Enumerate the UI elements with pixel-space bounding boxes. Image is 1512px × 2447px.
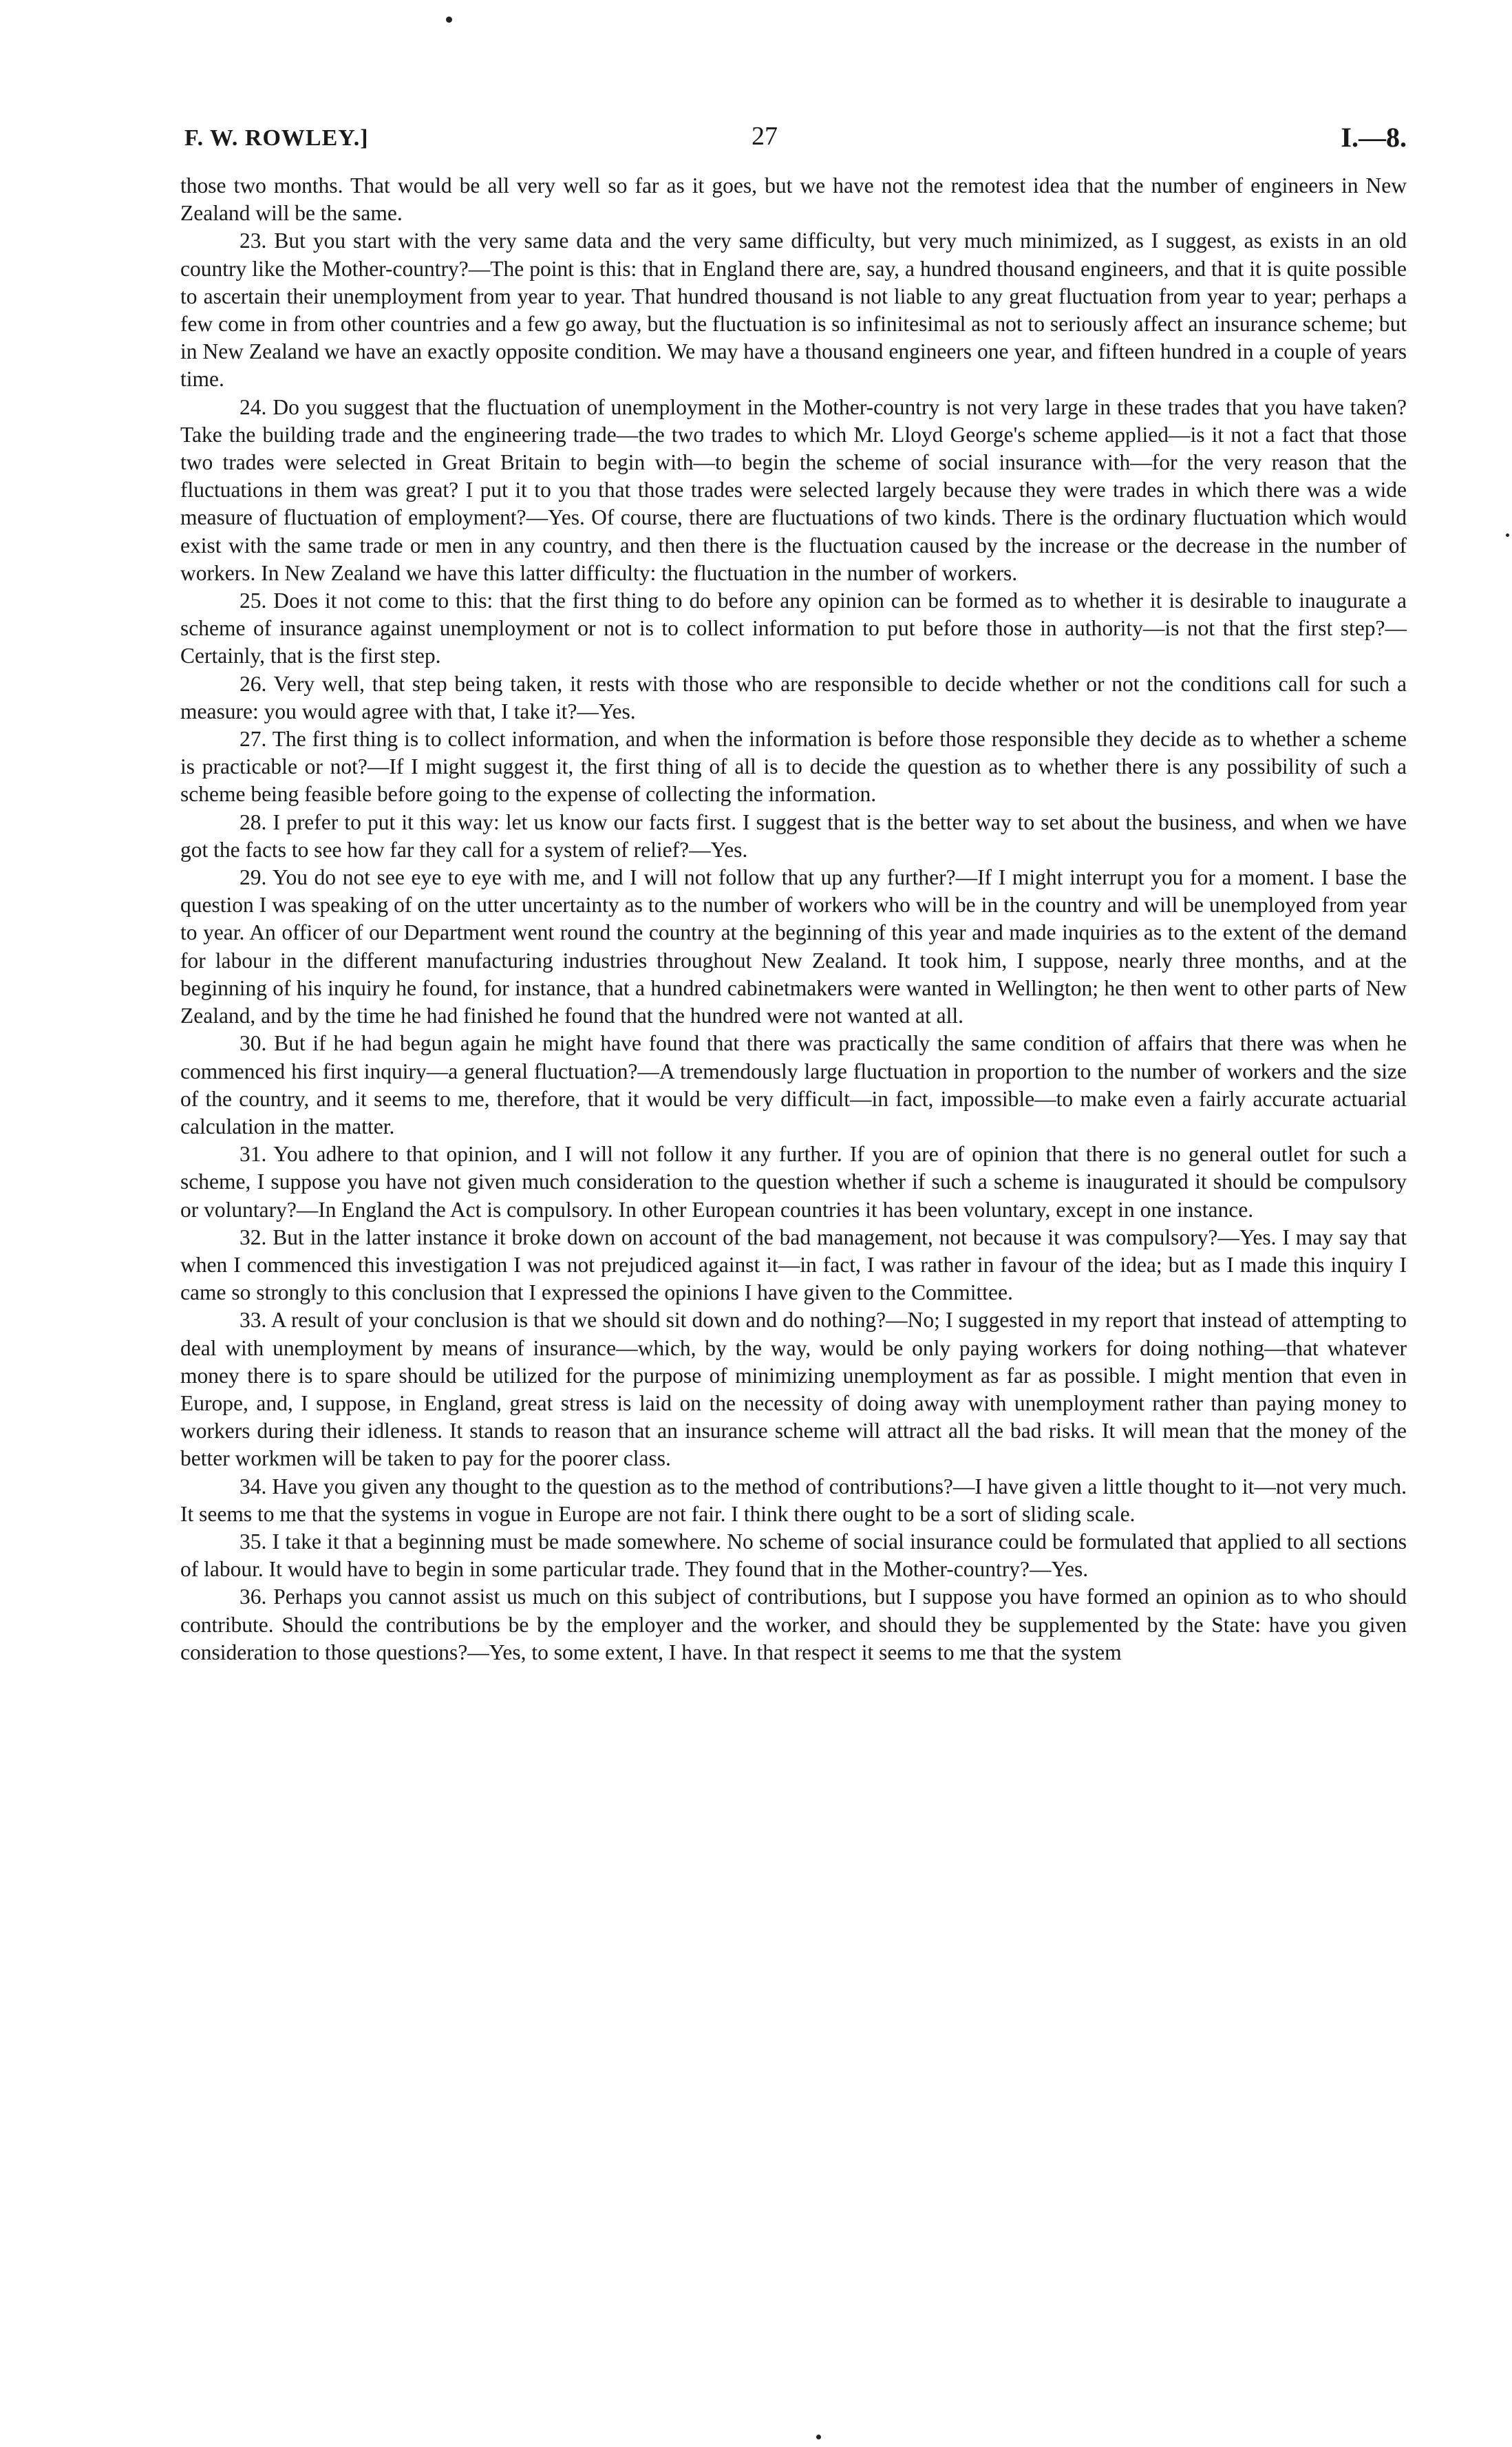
paragraph-q34: 34. Have you given any thought to the question as to the method of contributions?—I have given a little thought to it—not very much. It seems to me that the systems in vogue in Europe are not fair. I think there ought to be a sort of sliding scale. [180,1474,1407,1526]
paragraph-q30: 30. But if he had begun again he might have found that there was practically the same condition of affairs that there was when he commenced his first inquiry—a general fluctuation?—A tremendously large fluctuation in proportion to the number of workers and the size of the country, and it seems to me, therefore, that it would be very difficult—in fact, impossible—to make even a fairly accurate actuarial calculation in the matter. [180,1031,1407,1138]
paper-reference: I.—8. [1341,122,1407,153]
paragraph-q33: 33. A result of your conclusion is that we should sit down and do nothing?—No; I suggested in my report that instead of attempting to deal with unemployment by means of insurance—which, by the way, would be only paying workers for doing nothing—that whatever money there is to spare should be utilized for the purpose of minimizing unemployment as far as possible. I might mention that even in Europe, and, I suppose, in England, great stress is laid on the necessity of doing away with unemployment rather than paying money to workers during their idleness. It stands to reason that an insurance scheme will attract all the bad risks. It will mean that the money of the better workmen will be taken to pay for the poorer class. [180,1308,1407,1471]
paragraph: those two months. That would be all very well so far as it goes, but we have not the remotest idea that the number of engineers in New Zealand will be the same. [180,173,1407,226]
paragraph-q23: 23. But you start with the very same data and the very same difficulty, but very much minimized, as I suggest, as exists in an old country like the Mother-country?—The point is this: that in England there are, say, a hundred thousand engineers, and that it is quite possible to ascertain their unemployment from year to year. That hundred thousand is not liable to any great fluctuation from year to year; perhaps a few come in from other countries and a few go away, but the fluctuation is so infinitesimal as not to seriously affect an insurance scheme; but in New Zealand we have an exactly opposite condition. We may have a thousand engineers one year, and fifteen hundred in a couple of years time. [180,229,1407,392]
running-header [180,117,1407,165]
body-text [180,172,1407,1666]
print-speck [1506,533,1509,537]
paragraph-q35: 35. I take it that a beginning must be made somewhere. No scheme of social insurance could be formulated that applied to all sections of labour. It would have to begin in some particular trade. They found that in the Mother-country?—Yes. [180,1529,1407,1582]
paragraph-q29: 29. You do not see eye to eye with me, and I will not follow that up any further?—If I might interrupt you for a moment. I base the question I was speaking of on the utter uncertainty as to the number of workers who will be in the country and will be unemployed from year to year. An officer of our Department went round the country at the beginning of this year and made inquiries as to the extent of the demand for labour in the different manufacturing industries throughout New Zealand. It took him, I suppose, nearly three months, and at the beginning of his inquiry he found, for instance, that a hundred cabinetmakers were wanted in Wellington; he then went to other parts of New Zealand, and by the time he had finished he found that the hundred were not wanted at all. [180,865,1407,1028]
paragraph-q24: 24. Do you suggest that the fluctuation of unemployment in the Mother-country is not very large in these trades that you have taken? Take the building trade and the engineering trade—the two trades to which Mr. Lloyd George's scheme applied—is it not a fact that those two trades were selected in Great Britain to begin with—to begin the scheme of social insurance with—for the very reason that the fluctuations in them was great? I put it to you that those trades were selected largely because they were trades in which there was a wide measure of fluctuation of employment?—Yes. Of course, there are fluctuations of two kinds. There is the ordinary fluctuation which would exist with the same trade or men in any country, and then there is the fluctuation caused by the increase or the decrease in the number of workers. In New Zealand we have this latter difficulty: the fluctuation in the number of workers. [180,394,1407,585]
document-page [180,117,1407,1666]
paragraph-q36: 36. Perhaps you cannot assist us much on this subject of contributions, but I suppose you have formed an opinion as to who should contribute. Should the contributions be by the employer and the worker, and should they be supplemented by the State: have you given consideration to those questions?—Yes, to some extent, I have. In that respect it seems to me that the system [180,1585,1407,1664]
paragraph-q32: 32. But in the latter instance it broke down on account of the bad management, not because it was compulsory?—Yes. I may say that when I commenced this investigation I was not prejudiced against it—in fact, I was rather in favour of the idea; but as I made this inquiry I came so strongly to this conclusion that I expressed the opinions I have given to the Committee. [180,1225,1407,1305]
print-speck [816,2435,821,2439]
paragraph-q27: 27. The first thing is to collect information, and when the information is before those responsible they decide as to whether a scheme is practicable or not?—If I might suggest it, the first thing of all is to decide the question as to whether there is any possibility of such a scheme being feasible before going to the expense of collecting the information. [180,727,1407,807]
paragraph-q25: 25. Does it not come to this: that the first thing to do before any opinion can be formed as to whether it is desirable to inaugurate a scheme of insurance against unemployment or not is to collect information to put before those in authority—is not that the first step?—Certainly, that is the first step. [180,589,1407,668]
paragraph-q28: 28. I prefer to put it this way: let us know our facts first. I suggest that is the better way to set about the business, and when we have got the facts to see how far they call for a system of relief?—Yes. [180,809,1407,862]
page-number: 27 [752,122,778,151]
print-speck [446,17,452,23]
paragraph-q31: 31. You adhere to that opinion, and I will not follow it any further. If you are of opinion that there is no general outlet for such a scheme, I suppose you have not given much consideration to the question whether if such a scheme is inaugurated it should be compulsory or voluntary?—In England the Act is compulsory. In other European countries it has been voluntary, except in one instance. [180,1142,1407,1222]
paragraph-q26: 26. Very well, that step being taken, it rests with those who are responsible to decide whether or not the conditions call for such a measure: you would agree with that, I take it?—Yes. [180,671,1407,723]
witness-name: F. W. ROWLEY.] [184,125,369,151]
